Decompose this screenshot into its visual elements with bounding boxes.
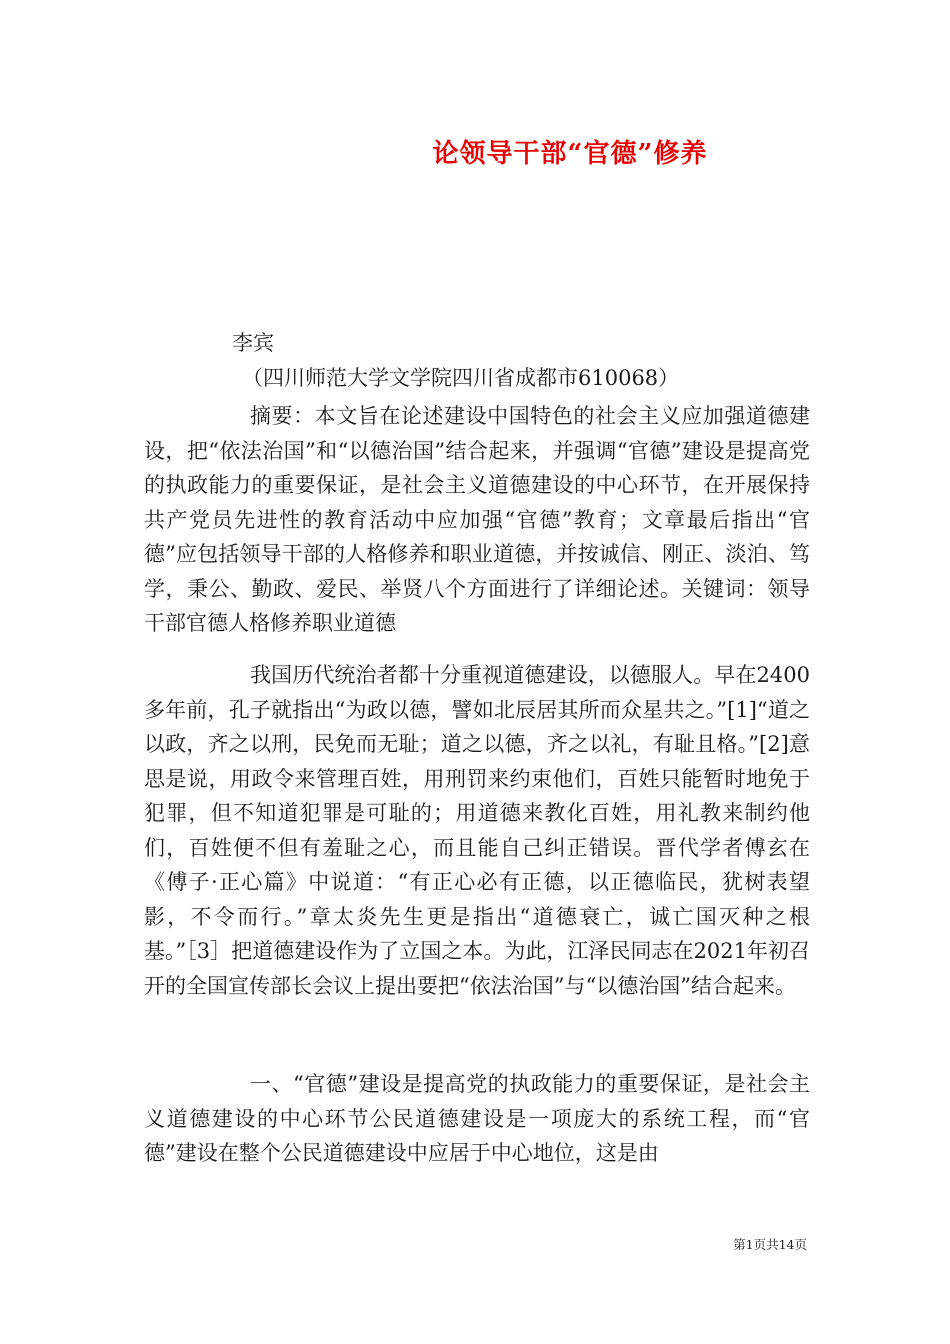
page-footer: 第1页共14页 [733, 1237, 807, 1252]
author-name: 李宾 [232, 331, 274, 355]
document-title: 论领导干部“官德”修养 [432, 139, 708, 169]
abstract-paragraph: 摘要：本文旨在论述建设中国特色的社会主义应加强道德建设，把“依法治国”和“以德治国”结合起来，并强调“官德”建设是提高党的执政能力的重要保证，是社会主义道德建设的中心环节，在开展保持共产党员先进性的教育活动中应加强“官德”教育；文章最后指出“官德”应包括领导干部的人格修养和职业道德，并按诚信、刚正、淡泊、笃学，秉公、勤政、爱民、举贤八个方面进行了详细论述。关键词：领导干部官德人格修养职业道德 [144, 404, 810, 635]
body-paragraph-2: 一、“官德”建设是提高党的执政能力的重要保证，是社会主义道德建设的中心环节公民道德建设是一项庞大的系统工程，而“官德”建设在整个公民道德建设中应居于中心地位，这是由 [144, 1072, 810, 1165]
author-affiliation: （四川师范大学文学院四川省成都市610068） [242, 366, 680, 390]
body-paragraph-1: 我国历代统治者都十分重视道德建设，以德服人。早在2400多年前，孔子就指出“为政以德，譬如北辰居其所而众星共之。”[1]“道之以政，齐之以刑，民免而无耻；道之以德，齐之以礼，有耻且格。”[2]意思是说，用政令来管理百姓，用刑罚来约束他们，百姓只能暂时地免于犯罪，但不知道犯罪是可耻的；用道德来教化百姓，用礼教来制约他们，百姓便不但有羞耻之心，而且能自己纠正错误。晋代学者傅玄在《傅子·正心篇》中说道：“有正心必有正德，以正德临民，犹树表望影，不令而行。”章太炎先生更是指出“道德衰亡，诚亡国灭种之根基。”［3］把道德建设作为了立国之本。为此，江泽民同志在2021年初召开的全国宣传部长会议上提出要把“依法治国”与“以德治国”结合起来。 [144, 663, 810, 998]
